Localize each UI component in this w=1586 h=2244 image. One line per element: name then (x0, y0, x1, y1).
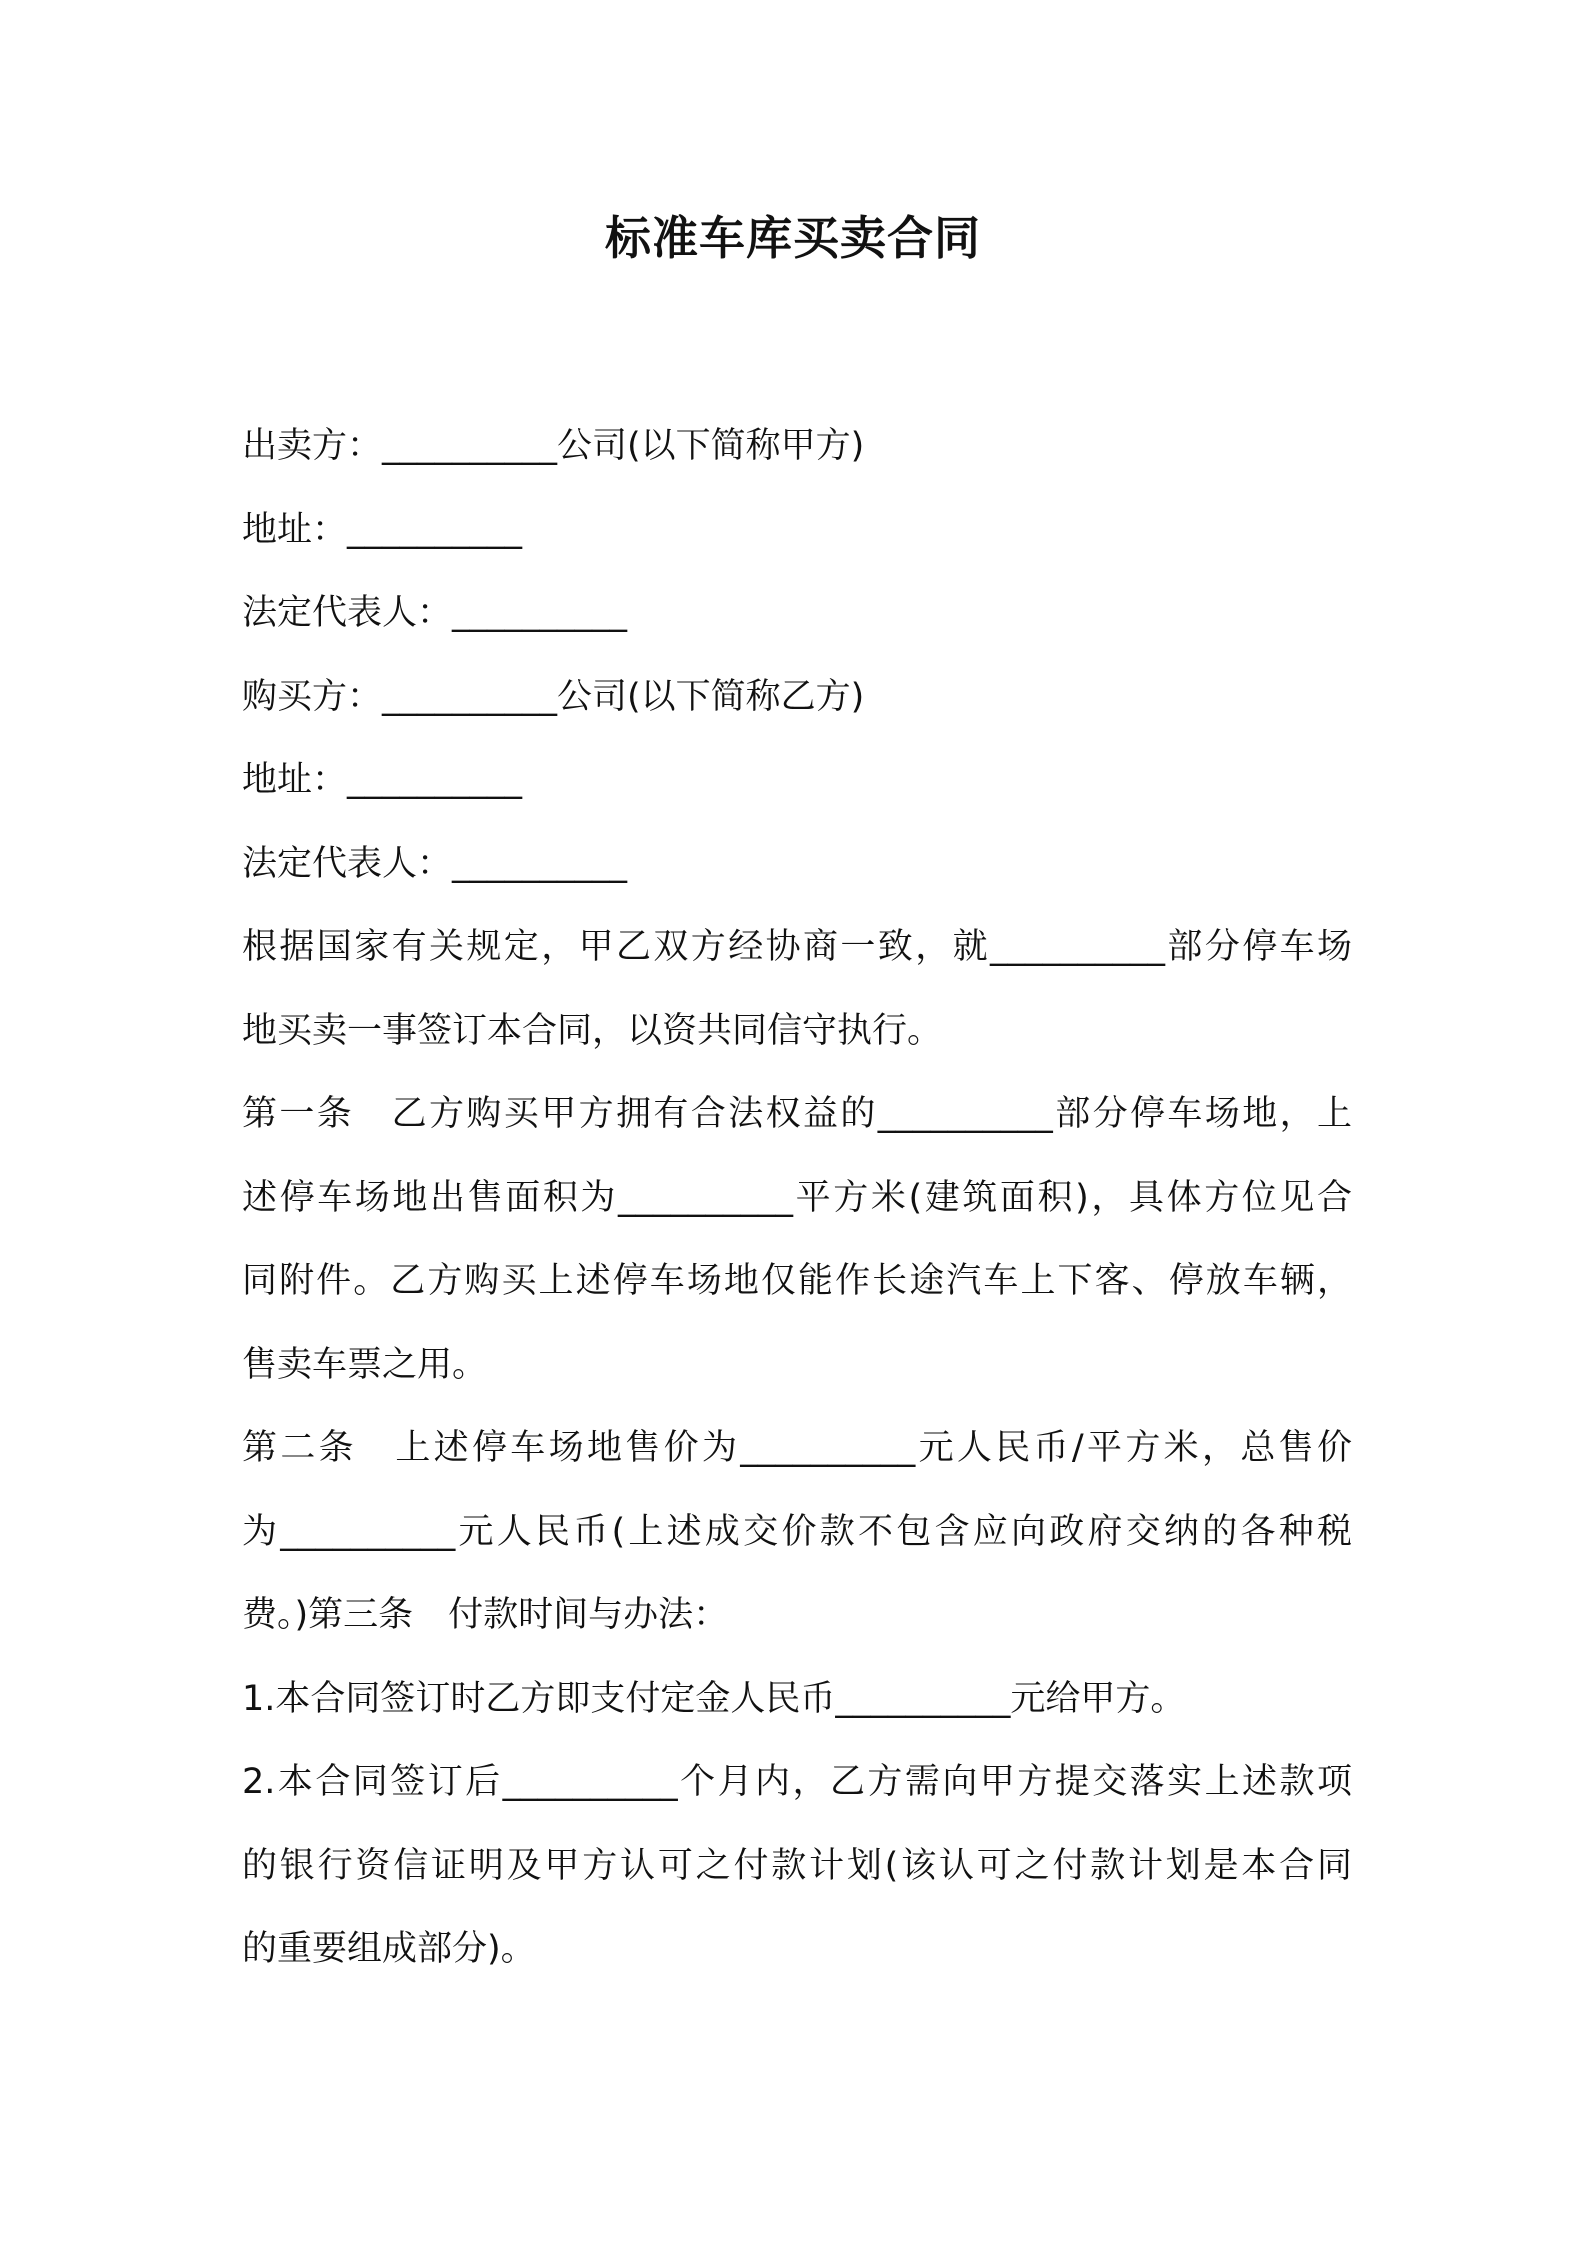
payment-item-1 (242, 1658, 1352, 1742)
paragraph-line: 同附件。乙方购买上述停车场地仅能作长途汽车上下客、停放车辆， (242, 1261, 1352, 1301)
paragraph-line: 费。)第三条 付款时间与办法： (242, 1595, 729, 1635)
paragraph-line: 第二条 上述停车场地售价为__________元人民币/平方米，总售价 (242, 1428, 1352, 1468)
paragraph-line: 第一条 乙方购买甲方拥有合法权益的__________部分停车场地，上 (242, 1094, 1352, 1134)
paragraph-line: 售卖车票之用。 (242, 1344, 488, 1385)
paragraph-line: 述停车场地出售面积为__________平方米(建筑面积)，具体方位见合 (242, 1177, 1352, 1218)
paragraph-line: 根据国家有关规定，甲乙双方经协商一致，就__________部分停车场 (242, 927, 1352, 967)
paragraph-line: 的银行资信证明及甲方认可之付款计划(该认可之付款计划是本合同 (242, 1845, 1352, 1886)
buyer-legal-rep-line: 法定代表人：__________ (242, 843, 628, 884)
seller-address-line: 地址：__________ (242, 509, 523, 550)
paragraph-line: 的重要组成部分)。 (242, 1929, 536, 1969)
payment-item-2 (242, 1741, 1352, 1992)
buyer-line: 购买方：__________公司(以下简称乙方) (242, 676, 865, 717)
paragraph-line: 为__________元人民币(上述成交价款不包含应向政府交纳的各种税 (242, 1511, 1352, 1552)
paragraph-line: 地买卖一事签订本合同，以资共同信守执行。 (242, 1010, 943, 1051)
article-2-paragraph (242, 1407, 1352, 1658)
seller-legal-rep-line: 法定代表人：__________ (242, 593, 628, 633)
preamble-paragraph (242, 906, 1352, 1073)
document-title: 标准车库买卖合同 (605, 211, 981, 265)
paragraph-line: 1.本合同签订时乙方即支付定金人民币__________元给甲方。 (242, 1678, 1186, 1719)
paragraph-line: 2.本合同签订后__________个月内，乙方需向甲方提交落实上述款项 (242, 1762, 1352, 1802)
buyer-address-line: 地址：__________ (242, 760, 523, 800)
seller-line: 出卖方：__________公司(以下简称甲方) (242, 426, 865, 466)
article-1-paragraph (242, 1073, 1352, 1407)
document-body (242, 405, 1352, 1992)
